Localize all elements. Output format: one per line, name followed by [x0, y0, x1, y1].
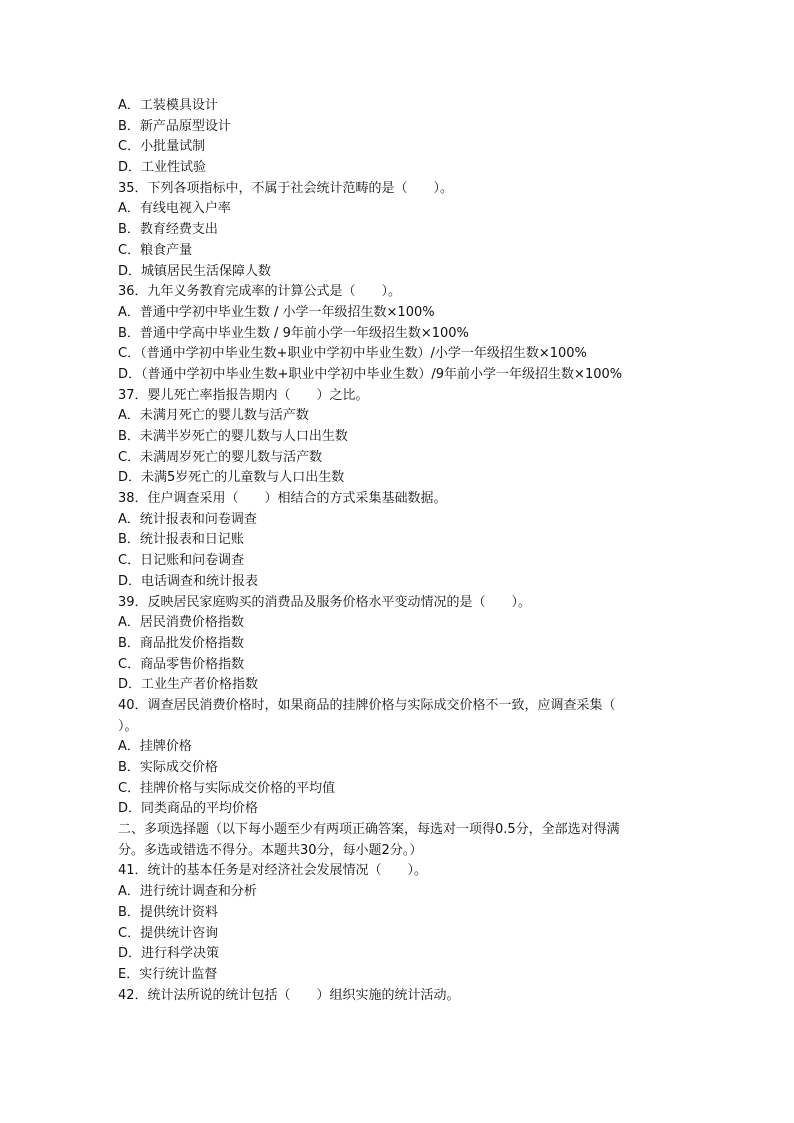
text-line: B．提供统计资料 [118, 904, 218, 920]
text-line: ）。 [118, 718, 138, 734]
text-line: A．普通中学初中毕业生数 / 小学一年级招生数×100% [118, 304, 435, 320]
text-line: A．居民消费价格指数 [118, 615, 244, 631]
text-line: A．进行统计调查和分析 [118, 884, 257, 900]
text-line: B．实际成交价格 [118, 760, 218, 775]
text-line: C．商品零售价格指数 [118, 656, 245, 672]
text-line: E．实行统计监督 [118, 966, 218, 982]
text-line: D．工业生产者价格指数 [118, 677, 259, 693]
text-line: 二、多项选择题（以下每小题至少有两项正确答案，每选对一项得0.5分，全部选对得满 [118, 822, 620, 838]
text-line: A．有线电视入户率 [118, 201, 231, 217]
text-line: A．未满月死亡的婴儿数与活产数 [118, 408, 309, 424]
text-line: 35．下列各项指标中，不属于社会统计范畴的是（ ）。 [118, 180, 454, 196]
text-line: C．（普通中学初中毕业生数+职业中学初中毕业生数）/小学一年级招生数×100% [118, 346, 587, 362]
text-line: C．提供统计咨询 [118, 925, 219, 941]
text-line: 37．婴儿死亡率指报告期内（ ）之比。 [118, 387, 369, 403]
text-line: 40．调查居民消费价格时，如果商品的挂牌价格与实际成交价格不一致，应调查采集（ [118, 697, 616, 713]
text-line: C．小批量试制 [118, 139, 206, 155]
text-line: 41．统计的基本任务是对经济社会发展情况（ ）。 [118, 863, 428, 879]
text-line: D．工业性试验 [118, 160, 207, 176]
text-line: D．未满5岁死亡的儿童数与人口出生数 [118, 470, 345, 486]
text-line: 分。多选或错选不得分。本题共30分，每小题2分。） [118, 842, 423, 858]
text-line: B．未满半岁死亡的婴儿数与人口出生数 [118, 429, 348, 444]
text-line: C．日记账和问卷调查 [118, 553, 245, 569]
text-line: C．未满周岁死亡的婴儿数与活产数 [118, 449, 323, 465]
text-line: D．进行科学决策 [118, 946, 220, 962]
text-line: B．普通中学高中毕业生数 / 9年前小学一年级招生数×100% [118, 325, 469, 341]
text-line: B．统计报表和日记账 [118, 532, 244, 548]
text-line: C．粮食产量 [118, 242, 193, 258]
text-line: A．工装模具设计 [118, 98, 218, 113]
text-line: A．统计报表和问卷调查 [118, 511, 257, 527]
text-line: D．电话调查和统计报表 [118, 573, 259, 589]
text-line: D．城镇居民生活保障人数 [118, 263, 272, 279]
text-line: B．商品批发价格指数 [118, 635, 244, 651]
text-line: D．同类商品的平均价格 [118, 801, 259, 817]
text-line: 42．统计法所说的统计包括（ ）组织实施的统计活动。 [118, 987, 460, 1003]
exam-text [118, 96, 678, 1006]
text-line: C．挂牌价格与实际成交价格的平均值 [118, 780, 336, 796]
text-line: B．新产品原型设计 [118, 118, 231, 134]
text-line: D．（普通中学初中毕业生数+职业中学初中毕业生数）/9年前小学一年级招生数×100% [118, 366, 623, 382]
text-line: B．教育经费支出 [118, 222, 218, 238]
text-line: 38．住户调查采用（ ）相结合的方式采集基础数据。 [118, 491, 447, 507]
text-line: 36．九年义务教育完成率的计算公式是（ ）。 [118, 284, 402, 300]
text-line: 39．反映居民家庭购买的消费品及服务价格水平变动情况的是（ ）。 [118, 594, 532, 610]
text-line: A．挂牌价格 [118, 739, 192, 755]
